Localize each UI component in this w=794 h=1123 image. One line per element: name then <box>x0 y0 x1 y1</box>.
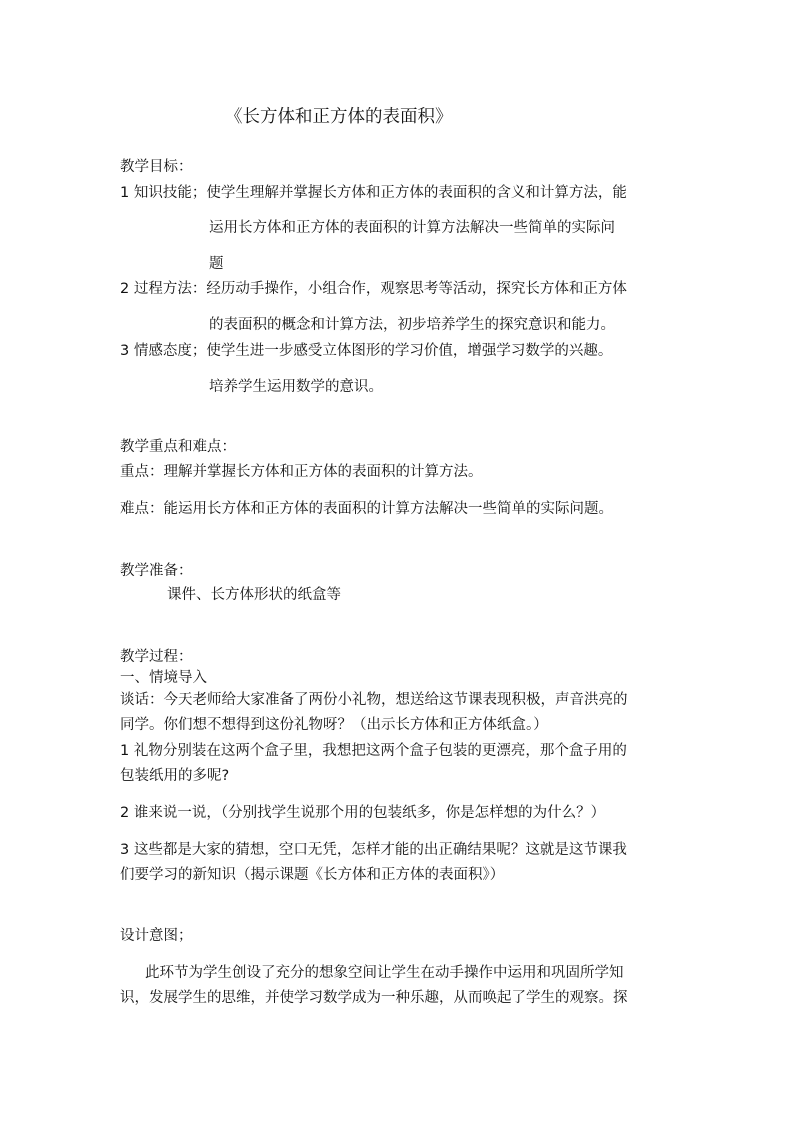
preparation-heading: 教学准备： <box>120 563 193 579</box>
question-1-line-1: 1 礼物分别装在这两个盒子里，我想把这两个盒子包装的更漂亮，那个盒子用的 <box>120 743 627 759</box>
objective-3-line-1: 3 情感态度；使学生进一步感受立体图形的学习价值，增强学习数学的兴趣。 <box>120 343 613 359</box>
objective-1-line-1: 1 知识技能；使学生理解并掌握长方体和正方体的表面积的含义和计算方法，能 <box>120 185 627 201</box>
design-heading: 设计意图； <box>120 928 193 944</box>
talk-line-1: 谈话：今天老师给大家准备了两份小礼物，想送给这节课表现积极，声音洪亮的 <box>120 692 628 708</box>
keypoints-heading: 教学重点和难点： <box>120 439 236 455</box>
objective-2-line-1: 2 过程方法：经历动手操作，小组合作，观察思考等活动，探究长方体和正方体 <box>120 281 627 297</box>
process-section-1: 一、情境导入 <box>120 670 207 686</box>
question-2: 2 谁来说一说，（分别找学生说那个用的包装纸多，你是怎样想的为什么？） <box>120 805 606 821</box>
difficult-point: 难点：能运用长方体和正方体的表面积的计算方法解决一些简单的实际问题。 <box>120 501 613 517</box>
objective-1-line-2: 运用长方体和正方体的表面积的计算方法解决一些简单的实际问 <box>209 220 615 236</box>
document-title: 《长方体和正方体的表面积》 <box>225 107 453 127</box>
question-3-line-2: 们要学习的新知识（揭示课题《长方体和正方体的表面积》） <box>120 867 505 883</box>
preparation-content: 课件、长方体形状的纸盒等 <box>167 587 341 603</box>
objective-1-line-3: 题 <box>209 256 224 272</box>
question-1-line-2: 包装纸用的多呢? <box>120 768 230 784</box>
process-heading: 教学过程： <box>120 649 193 665</box>
design-line-1: 此环节为学生创设了充分的想象空间让学生在动手操作中运用和巩固所学知 <box>145 965 624 981</box>
design-line-2: 识，发展学生的思维，并使学习数学成为一种乐趣，从而唤起了学生的观察。探 <box>120 990 628 1006</box>
objectives-heading: 教学目标： <box>120 159 193 175</box>
question-3-line-1: 3 这些都是大家的猜想，空口无凭，怎样才能的出正确结果呢？这就是这节课我 <box>120 842 627 858</box>
objective-2-line-2: 的表面积的概念和计算方法，初步培养学生的探究意识和能力。 <box>209 317 615 333</box>
talk-line-2: 同学。你们想不想得到这份礼物呀？（出示长方体和正方体纸盒。） <box>120 717 548 733</box>
key-point: 重点：理解并掌握长方体和正方体的表面积的计算方法。 <box>120 464 483 480</box>
objective-3-line-2: 培养学生运用数学的意识。 <box>209 379 383 395</box>
